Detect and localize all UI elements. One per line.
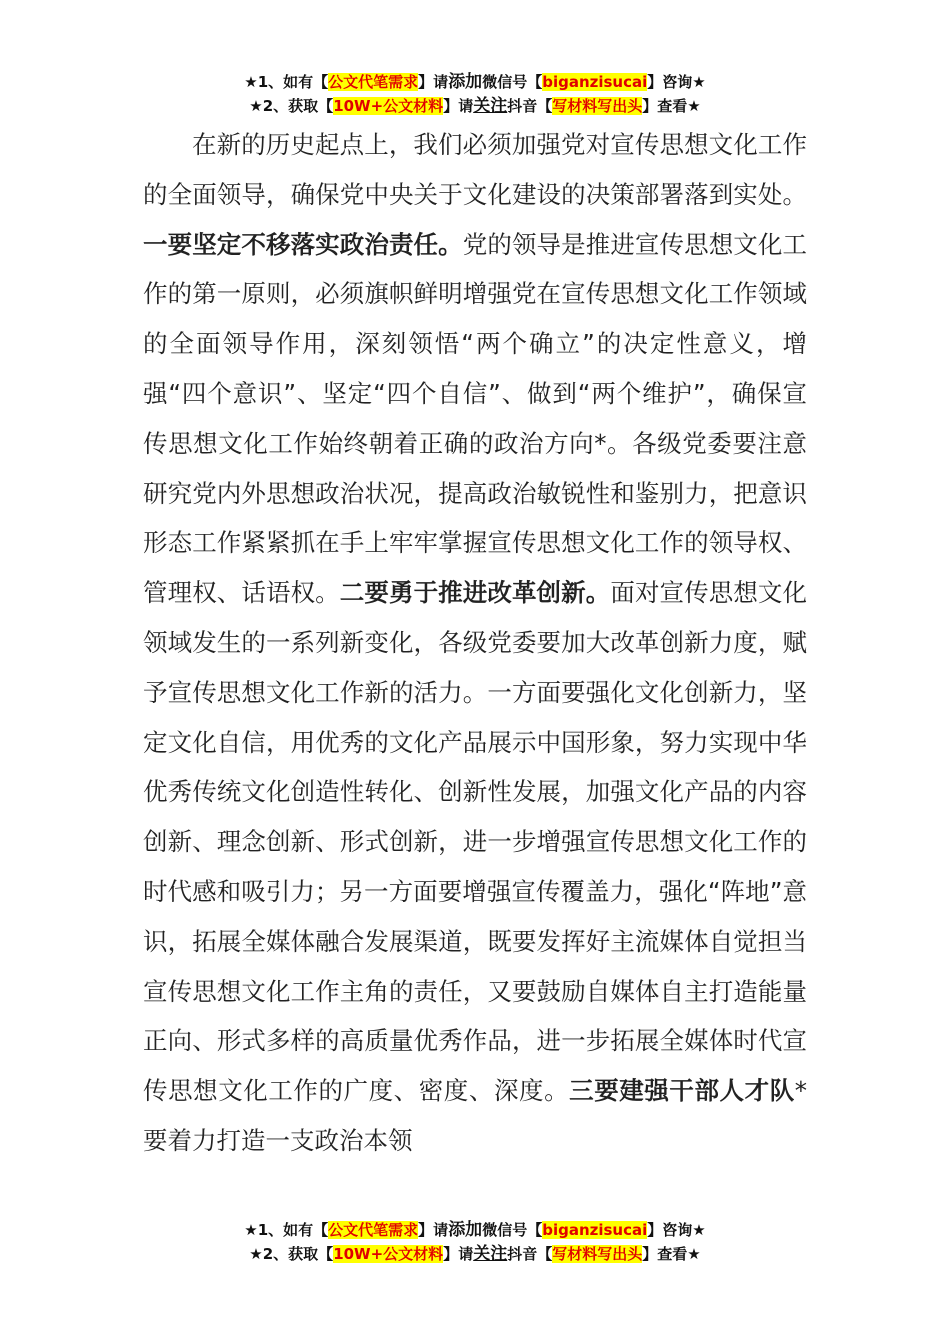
banner-text: 】请 [443,97,474,115]
highlight-douyin-account: 写材料写出头 [552,97,643,115]
banner-line-2 [0,94,950,118]
banner-emphasis: 添加 [448,72,483,92]
section-heading: 一要坚定不移落实政治责任。 [143,229,463,259]
banner-text: 】请 [418,73,449,91]
highlight-service: 公文代笔需求 [328,1221,419,1239]
highlight-service: 公文代笔需求 [328,73,419,91]
banner-text: 】咨询★ [647,73,706,91]
banner-text: 】请 [418,1221,449,1239]
banner-text: ★1、如有【 [244,73,329,91]
banner-text: 】请 [443,1245,474,1263]
footer-banner [0,1218,950,1266]
body-sentence: 党的领导是推进宣传思想文化工作的第一原则，必须旗帜鲜明增强党在宣传思想文化工作领域的全面领导作用，深刻领悟“两个确立”的决定性意义，增强“四个意识”、坚定“四个自信”、做到“两个维护”，确保宣传思想文化工作始终朝着正确的政治方向*。各级党委要注意研究党内外思想政治状况，提高政治敏锐性和鉴别力，把意识形态工作紧紧抓在手上牢牢掌握宣传思想文化工作的领导权、管理权、话语权。 [143,229,807,608]
highlight-douyin-account: 写材料写出头 [552,1245,643,1263]
banner-line-2 [0,1242,950,1266]
banner-text: 抖音【 [507,97,553,115]
banner-emphasis: 添加 [448,1220,483,1240]
banner-text: 微信号【 [482,1221,543,1239]
banner-line-1 [0,70,950,94]
header-banner [0,70,950,118]
banner-emphasis: 关注 [473,96,508,116]
section-heading: 二要勇于推进改革创新。 [339,578,611,608]
body-sentence: *要着力打造一支政治本领 [143,1076,808,1155]
banner-text: 】查看★ [642,1245,701,1263]
body-sentence: 在新的历史起点上，我们必须加强党对宣传思想文化工作的全面领导，确保党中央关于文化建设的决策部署落到实处。 [143,130,807,209]
banner-emphasis: 关注 [473,1244,508,1264]
highlight-materials: 10W+公文材料 [333,1245,444,1263]
banner-text: 抖音【 [507,1245,553,1263]
banner-text: ★1、如有【 [244,1221,329,1239]
banner-line-1 [0,1218,950,1242]
highlight-materials: 10W+公文材料 [333,97,444,115]
document-body [143,120,807,1166]
banner-text: 】查看★ [642,97,701,115]
body-sentence: 面对宣传思想文化领域发生的一系列新变化，各级党委要加大改革创新力度，赋予宣传思想文化工作新的活力。一方面要强化文化创新力，坚定文化自信，用优秀的文化产品展示中国形象，努力实现中华优秀传统文化创造性转化、创新性发展，加强文化产品的内容创新、理念创新、形式创新，进一步增强宣传思想文化工作的时代感和吸引力；另一方面要增强宣传覆盖力，强化“阵地”意识，拓展全媒体融合发展渠道，既要发挥好主流媒体自觉担当宣传思想文化工作主角的责任，又要鼓励自媒体自主打造能量正向、形式多样的高质量优秀作品，进一步拓展全媒体时代宣传思想文化工作的广度、密度、深度。 [143,578,808,1106]
section-heading: 三要建强干部人才队 [569,1076,795,1106]
banner-text: 】咨询★ [647,1221,706,1239]
banner-text: ★2、获取【 [249,1245,334,1263]
highlight-wechat-id: biganzisucai [542,1221,648,1239]
banner-text: 微信号【 [482,73,543,91]
banner-text: ★2、获取【 [249,97,334,115]
highlight-wechat-id: biganzisucai [542,73,648,91]
